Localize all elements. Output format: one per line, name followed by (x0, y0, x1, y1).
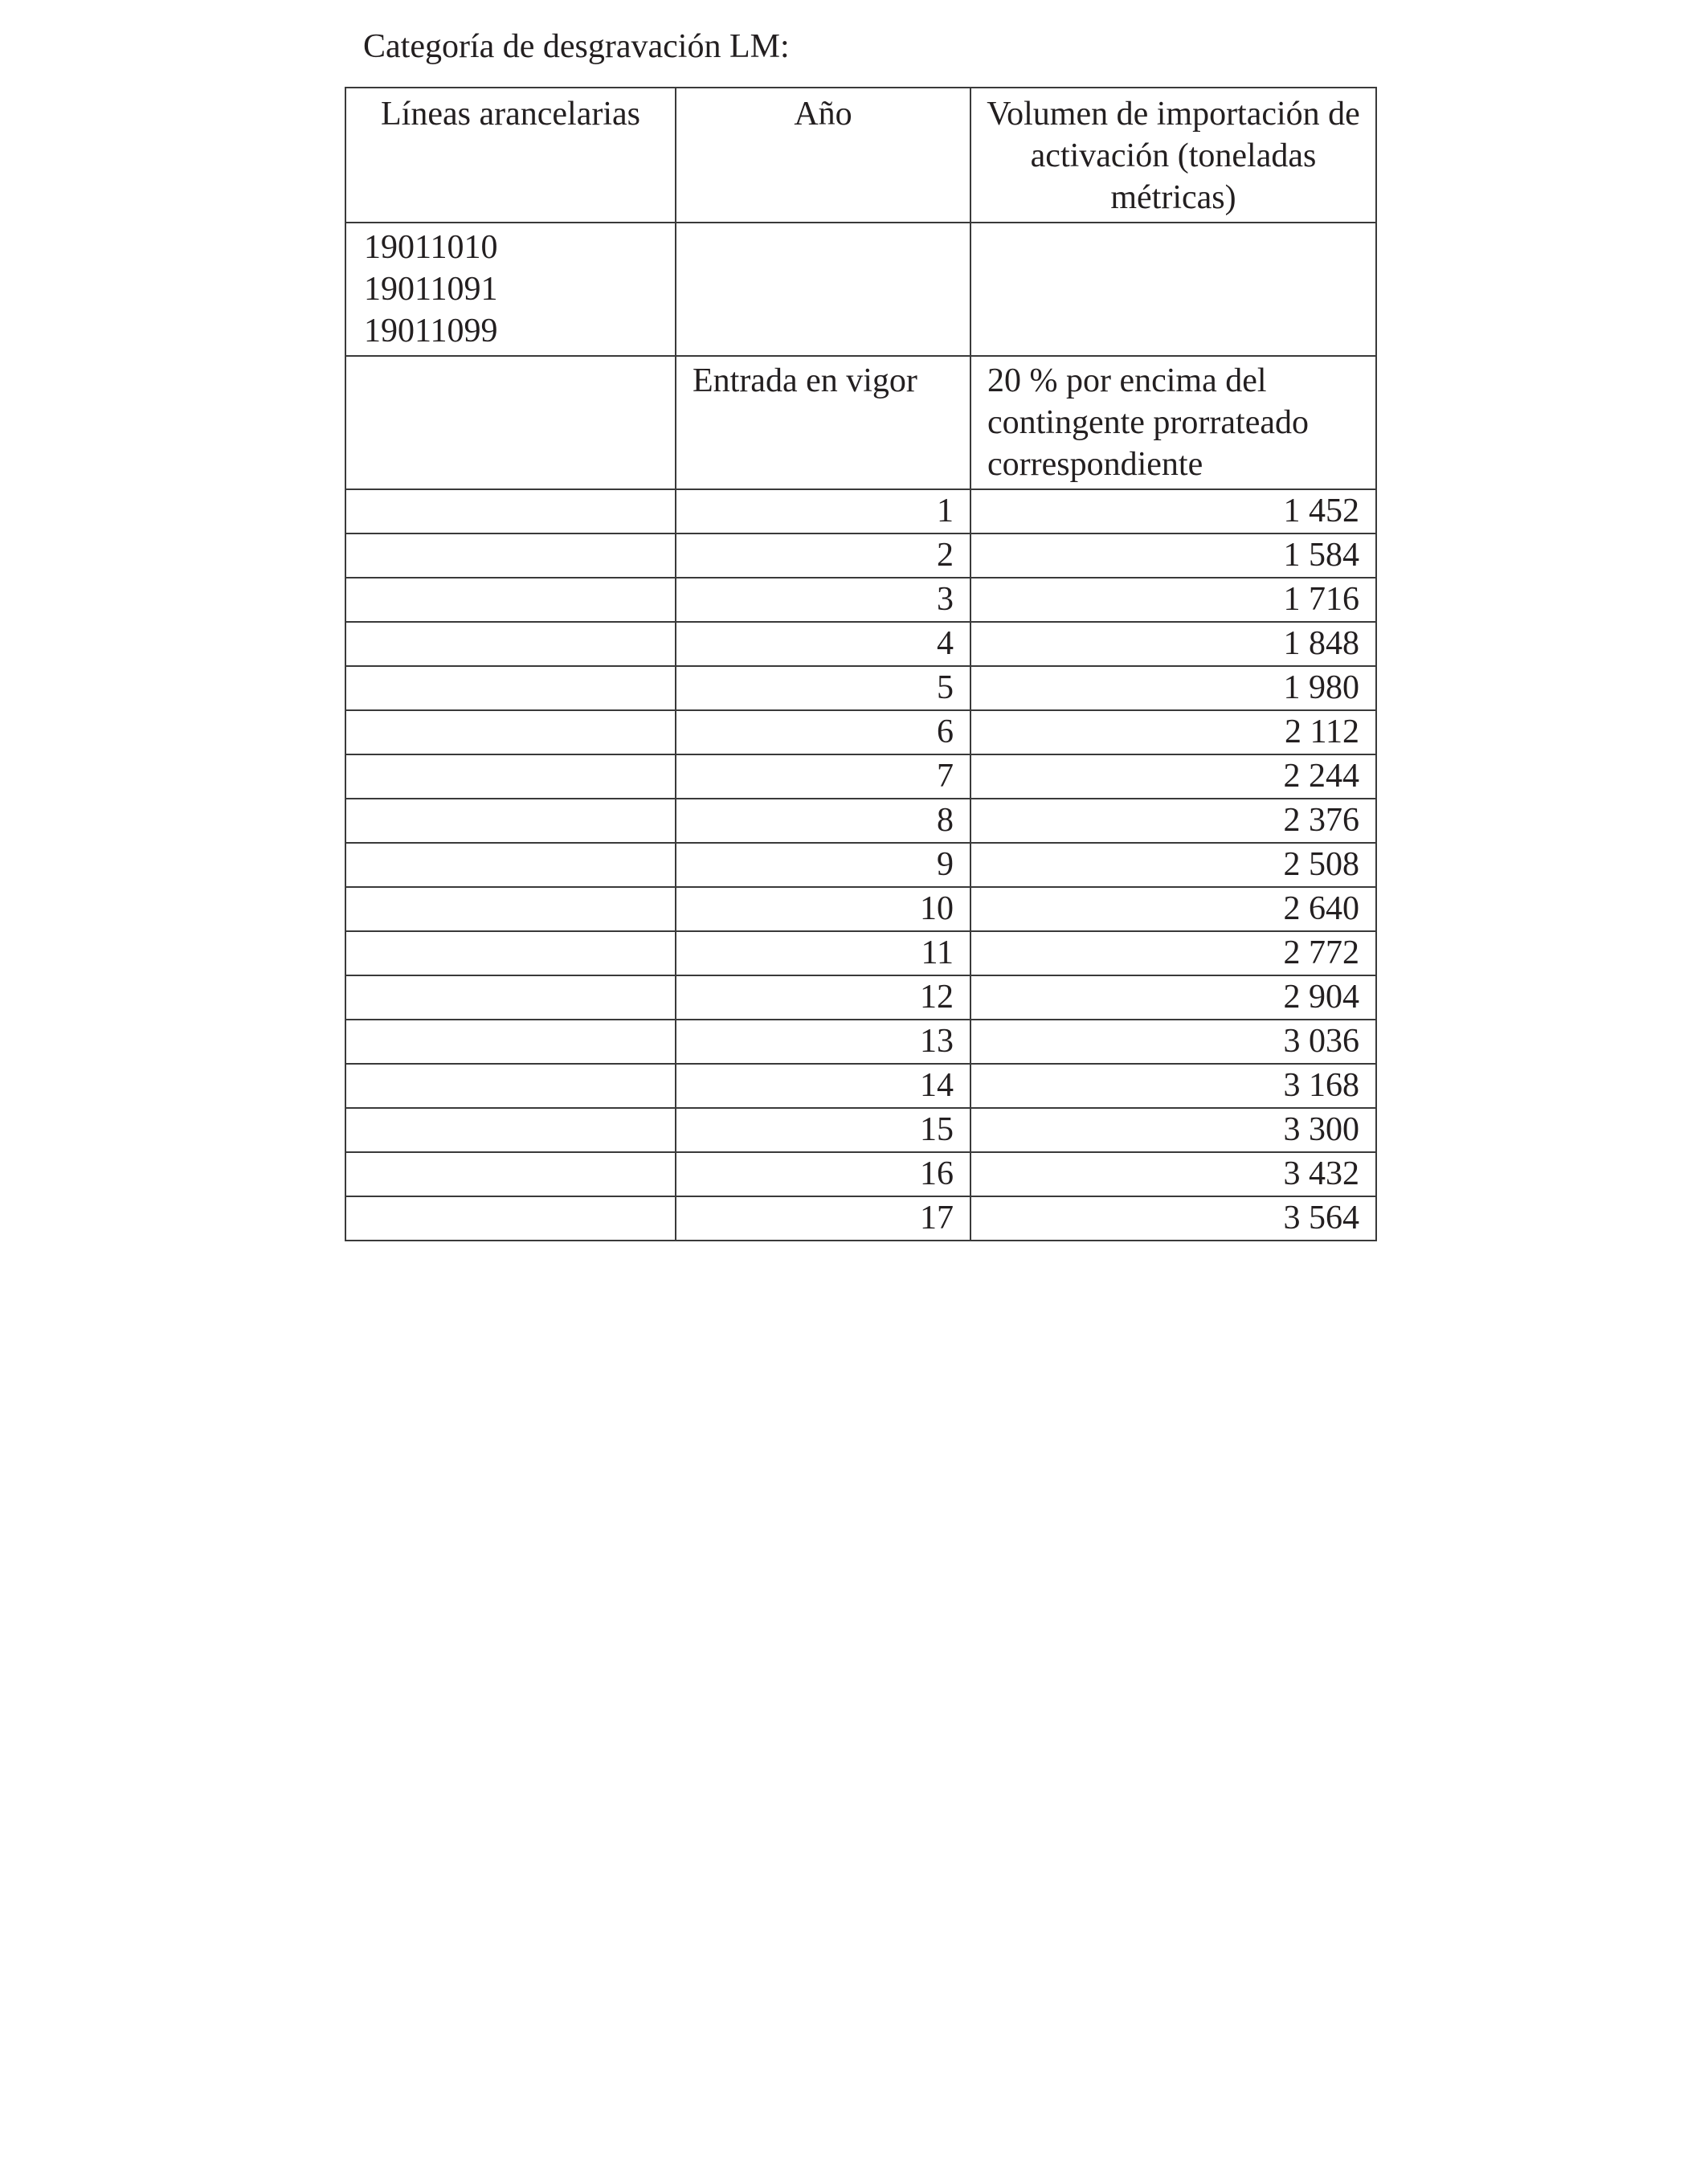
header-row (345, 88, 1376, 223)
year-cell: 8 (676, 799, 970, 843)
entry-year-cell: Entrada en vigor (676, 356, 970, 489)
volume-cell: 1 848 (970, 622, 1376, 666)
table-row (345, 1108, 1376, 1152)
entry-volume-cell (970, 356, 1376, 489)
empty-cell (345, 533, 676, 578)
tariff-codes-cell (345, 223, 676, 356)
table-row (345, 578, 1376, 622)
tariff-code: 19011091 (364, 271, 498, 308)
empty-cell (345, 1064, 676, 1108)
table-row (345, 710, 1376, 754)
empty-cell (345, 799, 676, 843)
tariff-code: 19011010 (364, 229, 498, 266)
table-row (345, 754, 1376, 799)
year-cell: 11 (676, 931, 970, 975)
empty-cell (345, 1196, 676, 1241)
volume-cell: 3 036 (970, 1020, 1376, 1064)
volume-cell: 3 564 (970, 1196, 1376, 1241)
empty-cell (345, 1152, 676, 1196)
empty-cell (345, 843, 676, 887)
empty-cell (345, 754, 676, 799)
volume-cell: 2 640 (970, 887, 1376, 931)
volume-cell: 1 452 (970, 489, 1376, 533)
volume-cell: 2 772 (970, 931, 1376, 975)
empty-cell (345, 356, 676, 489)
table-row (345, 533, 1376, 578)
volume-cell: 2 904 (970, 975, 1376, 1020)
volume-cell: 2 508 (970, 843, 1376, 887)
empty-cell (345, 710, 676, 754)
header-volume (970, 88, 1376, 223)
header-volume-text: Volumen de importación de activación (toneladas métricas) (987, 96, 1360, 216)
year-cell: 1 (676, 489, 970, 533)
empty-cell (345, 666, 676, 710)
table-row (345, 1196, 1376, 1241)
year-cell: 4 (676, 622, 970, 666)
empty-cell (345, 578, 676, 622)
entry-into-force-row (345, 356, 1376, 489)
year-cell: 14 (676, 1064, 970, 1108)
volume-cell: 1 716 (970, 578, 1376, 622)
empty-cell (345, 1108, 676, 1152)
year-cell: 16 (676, 1152, 970, 1196)
tariff-code: 19011099 (364, 313, 498, 350)
year-cell: 17 (676, 1196, 970, 1241)
year-cell: 12 (676, 975, 970, 1020)
empty-cell (345, 975, 676, 1020)
table-row (345, 931, 1376, 975)
volume-cell: 1 584 (970, 533, 1376, 578)
tariff-schedule-table (345, 87, 1377, 1241)
table-row (345, 975, 1376, 1020)
table-row (345, 799, 1376, 843)
volume-cell: 3 300 (970, 1108, 1376, 1152)
empty-cell (345, 931, 676, 975)
year-cell: 5 (676, 666, 970, 710)
empty-cell (345, 887, 676, 931)
table-row (345, 666, 1376, 710)
volume-cell: 2 244 (970, 754, 1376, 799)
volume-cell: 3 168 (970, 1064, 1376, 1108)
tariff-codes-row (345, 223, 1376, 356)
empty-cell (970, 223, 1376, 356)
year-cell: 2 (676, 533, 970, 578)
table-row (345, 1020, 1376, 1064)
year-cell: 7 (676, 754, 970, 799)
volume-cell: 1 980 (970, 666, 1376, 710)
table-row (345, 622, 1376, 666)
volume-cell: 3 432 (970, 1152, 1376, 1196)
table-row (345, 489, 1376, 533)
year-cell: 3 (676, 578, 970, 622)
volume-cell: 2 112 (970, 710, 1376, 754)
empty-cell (345, 1020, 676, 1064)
table-row (345, 843, 1376, 887)
year-cell: 10 (676, 887, 970, 931)
entry-volume-text: 20 % por encima del contingente prorrateado correspondiente (987, 362, 1309, 483)
empty-cell (345, 489, 676, 533)
year-cell: 9 (676, 843, 970, 887)
year-cell: 15 (676, 1108, 970, 1152)
year-cell: 6 (676, 710, 970, 754)
empty-cell (676, 223, 970, 356)
volume-cell: 2 376 (970, 799, 1376, 843)
table-row (345, 1064, 1376, 1108)
year-cell: 13 (676, 1020, 970, 1064)
page-title: Categoría de desgravación LM: (363, 28, 790, 65)
table-row (345, 887, 1376, 931)
header-year: Año (676, 88, 970, 223)
table-row (345, 1152, 1376, 1196)
empty-cell (345, 622, 676, 666)
header-tariff-lines: Líneas arancelarias (345, 88, 676, 223)
